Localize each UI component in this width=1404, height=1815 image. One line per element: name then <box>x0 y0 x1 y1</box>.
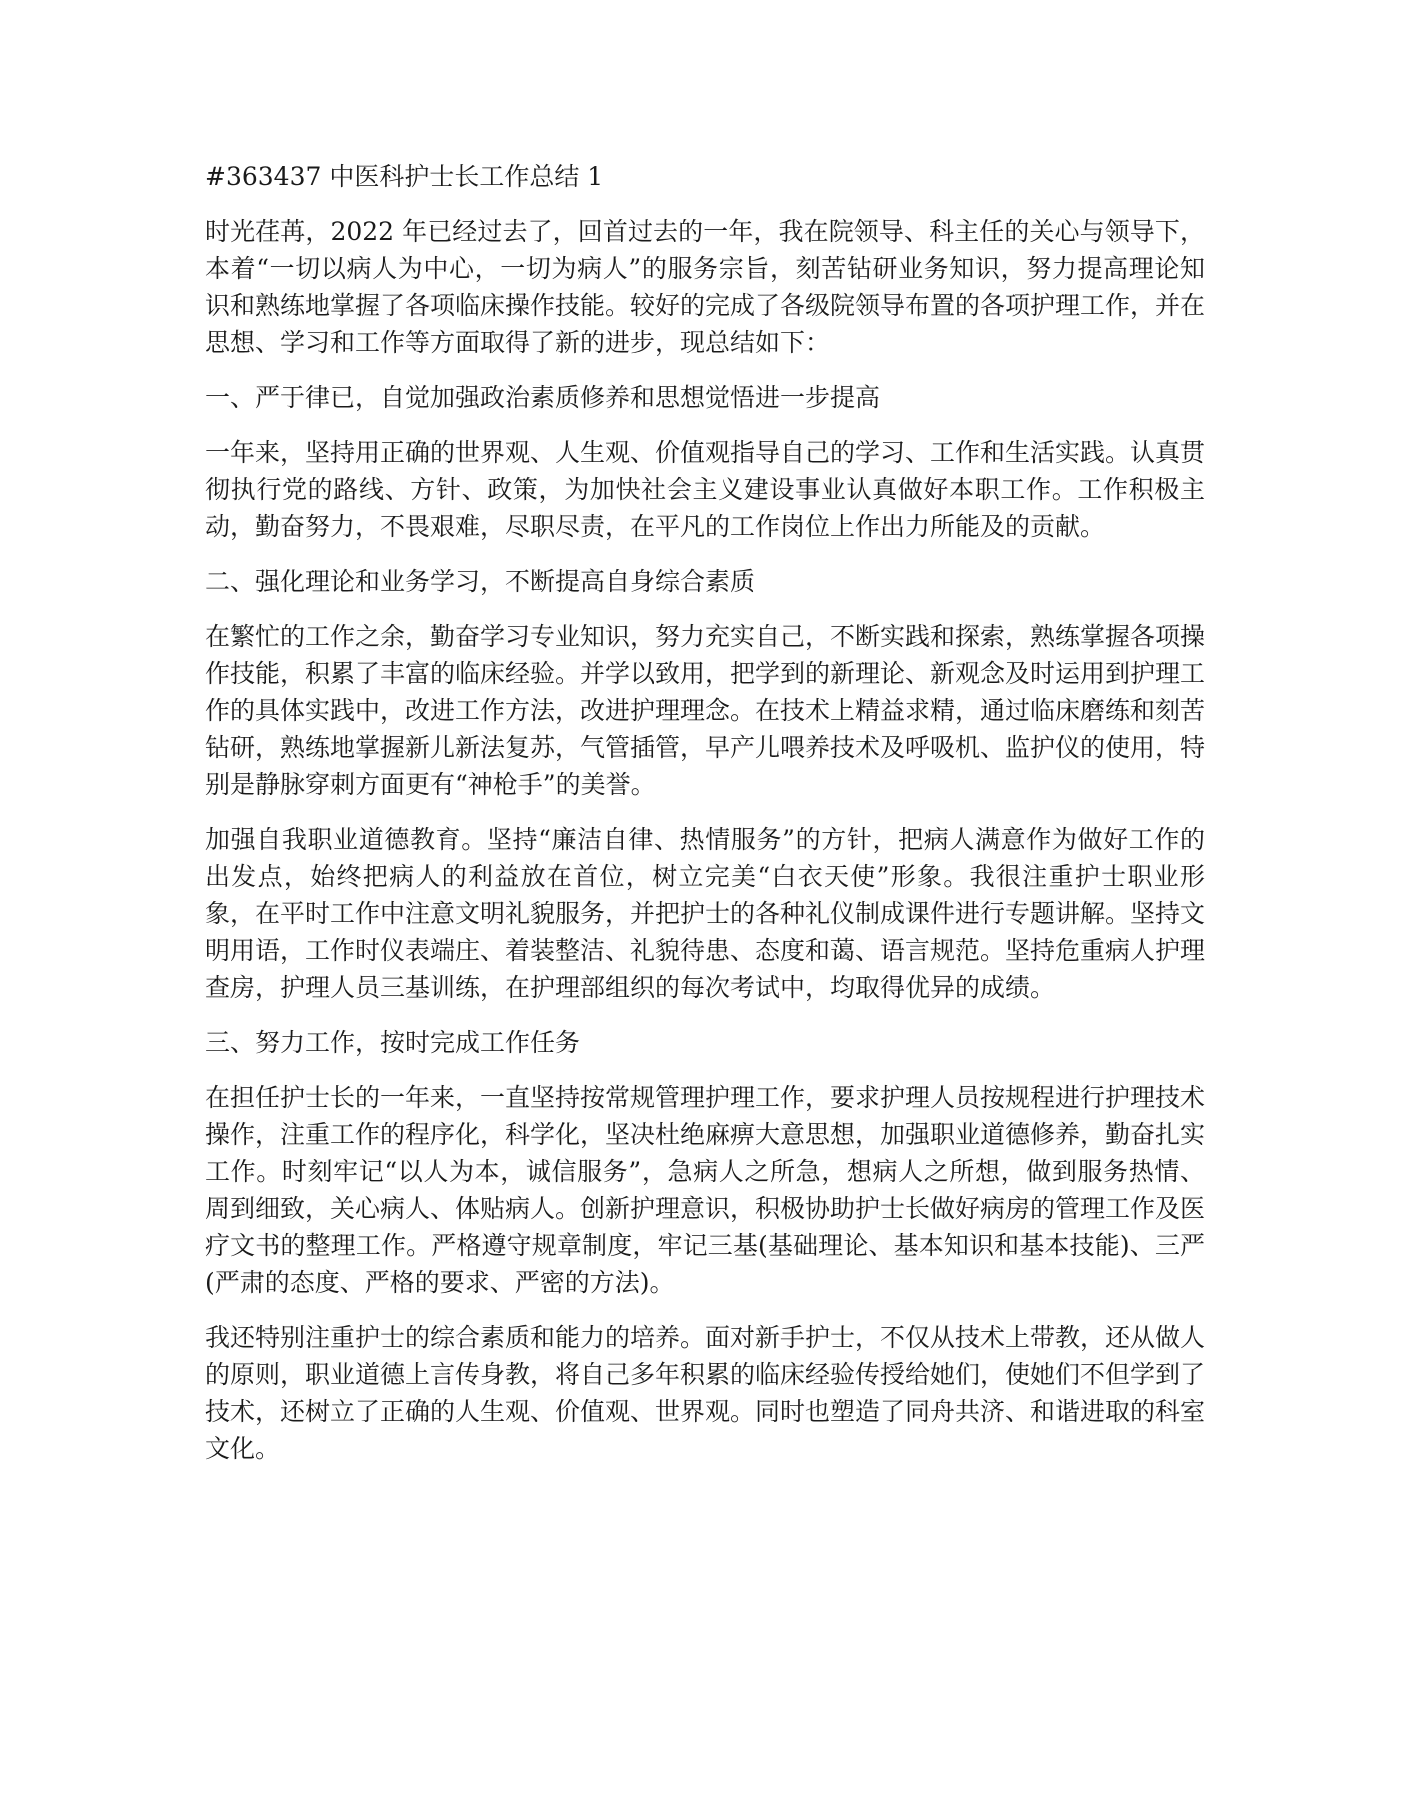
paragraph-section-2b: 加强自我职业道德教育。坚持“廉洁自律、热情服务”的方针，把病人满意作为做好工作的出发点，始终把病人的利益放在首位，树立完美“白衣天使”形象。我很注重护士职业形象，在平时工作中注意文明礼貌服务，并把护士的各种礼仪制成课件进行专题讲解。坚持文明用语，工作时仪表端庄、着装整洁、礼貌待患、态度和蔼、语言规范。坚持危重病人护理查房，护理人员三基训练，在护理部组织的每次考试中，均取得优异的成绩。 <box>205 825 1206 1002</box>
paragraph-section-1: 一年来，坚持用正确的世界观、人生观、价值观指导自己的学习、工作和生活实践。认真贯彻执行党的路线、方针、政策，为加快社会主义建设事业认真做好本职工作。工作积极主动，勤奋努力，不畏艰难，尽职尽责，在平凡的工作岗位上作出力所能及的贡献。 <box>205 438 1206 541</box>
section-heading-2: 二、强化理论和业务学习，不断提高自身综合素质 <box>205 567 756 596</box>
document-body <box>205 158 1205 1485</box>
document-title: #363437 中医科护士长工作总结 1 <box>205 162 604 191</box>
paragraph-section-2a: 在繁忙的工作之余，勤奋学习专业知识，努力充实自己，不断实践和探索，熟练掌握各项操作技能，积累了丰富的临床经验。并学以致用，把学到的新理论、新观念及时运用到护理工作的具体实践中，改进工作方法，改进护理理念。在技术上精益求精，通过临床磨练和刻苦钻研，熟练地掌握新儿新法复苏，气管插管，早产儿喂养技术及呼吸机、监护仪的使用，特别是静脉穿刺方面更有“神枪手”的美誉。 <box>205 622 1206 799</box>
section-heading-3: 三、努力工作，按时完成工作任务 <box>205 1028 581 1057</box>
paragraph-intro: 时光荏苒，2022 年已经过去了，回首过去的一年，我在院领导、科主任的关心与领导下，本着“一切以病人为中心，一切为病人”的服务宗旨，刻苦钻研业务知识，努力提高理论知识和熟练地掌握了各项临床操作技能。较好的完成了各级院领导布置的各项护理工作，并在思想、学习和工作等方面取得了新的进步，现总结如下： <box>205 217 1206 357</box>
paragraph-section-3b: 我还特别注重护士的综合素质和能力的培养。面对新手护士，不仅从技术上带教，还从做人的原则，职业道德上言传身教，将自己多年积累的临床经验传授给她们，使她们不但学到了技术，还树立了正确的人生观、价值观、世界观。同时也塑造了同舟共济、和谐进取的科室文化。 <box>205 1323 1206 1463</box>
paragraph-section-3a: 在担任护士长的一年来，一直坚持按常规管理护理工作，要求护理人员按规程进行护理技术操作，注重工作的程序化，科学化，坚决杜绝麻痹大意思想，加强职业道德修养，勤奋扎实工作。时刻牢记“以人为本，诚信服务”，急病人之所急，想病人之所想，做到服务热情、周到细致，关心病人、体贴病人。创新护理意识，积极协助护士长做好病房的管理工作及医疗文书的整理工作。严格遵守规章制度，牢记三基(基础理论、基本知识和基本技能)、三严(严肃的态度、严格的要求、严密的方法)。 <box>205 1083 1206 1297</box>
section-heading-1: 一、严于律已，自觉加强政治素质修养和思想觉悟进一步提高 <box>205 383 881 412</box>
